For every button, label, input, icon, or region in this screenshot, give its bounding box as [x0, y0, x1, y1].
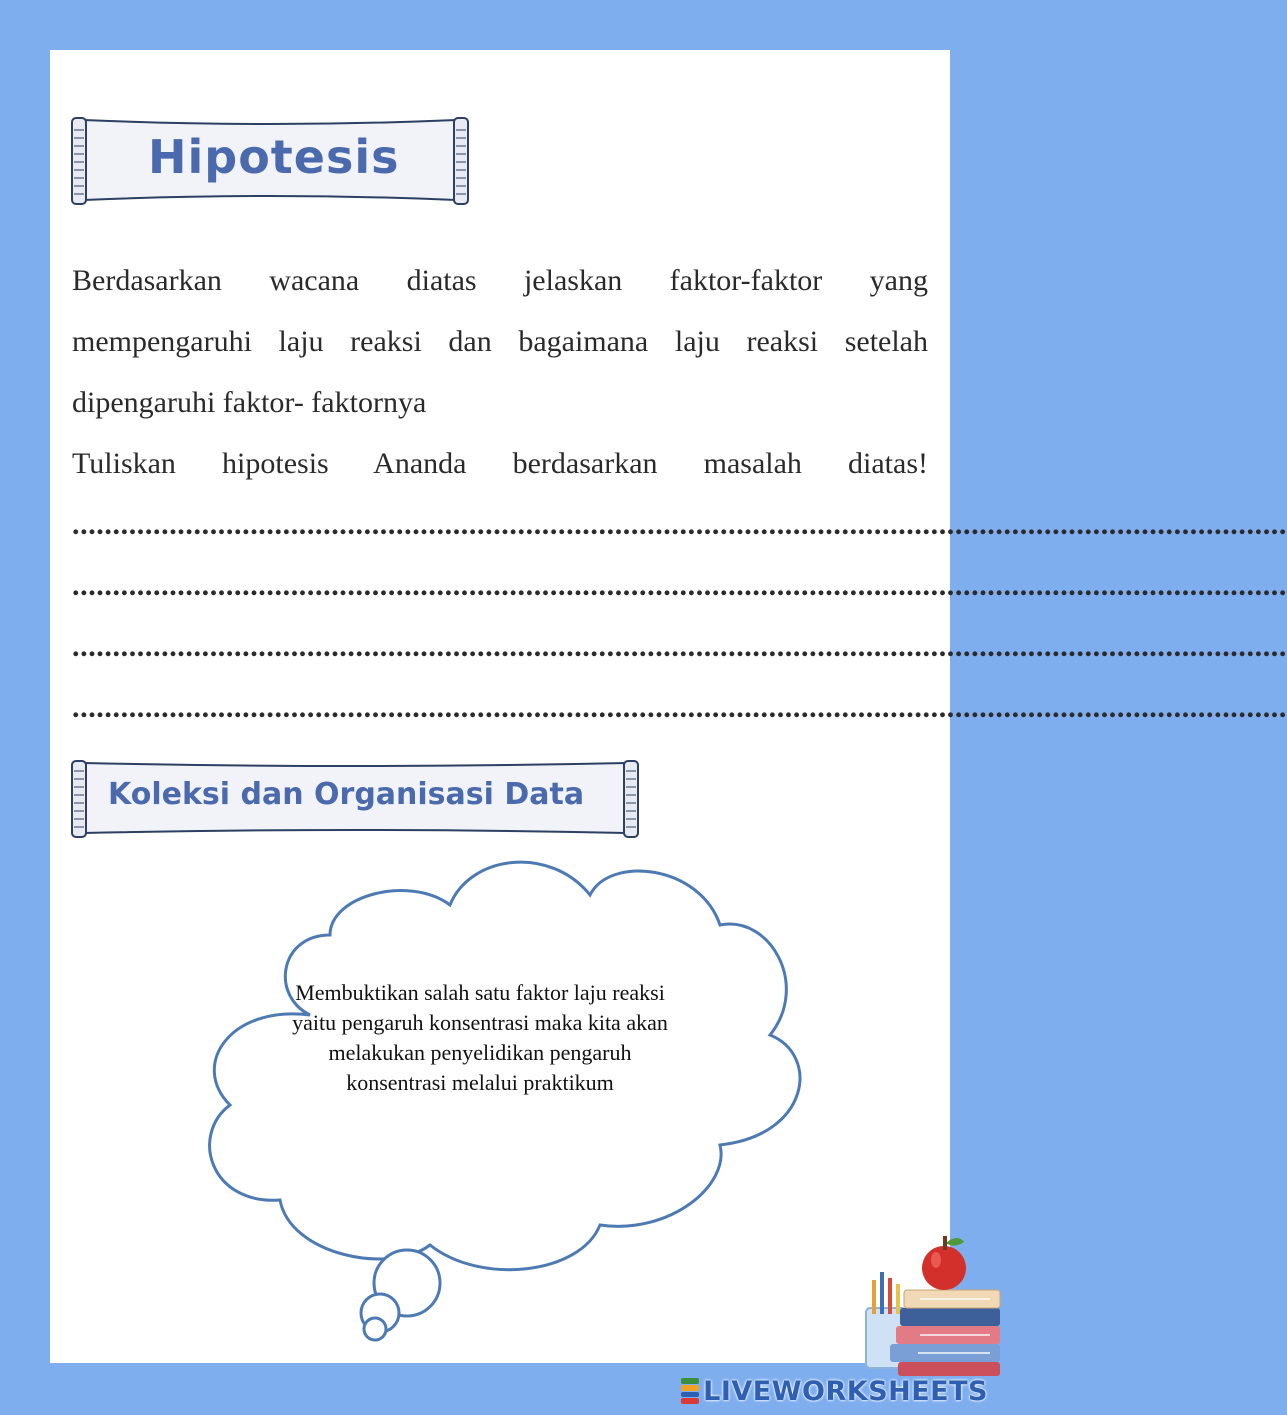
- instruction-text: Tuliskan hipotesis Ananda berdasarkan masalah diatas!: [72, 447, 928, 480]
- answer-line[interactable]: ......................................................................................................................................................: [72, 691, 1287, 724]
- hipotesis-banner: [70, 116, 470, 206]
- liveworksheets-brand[interactable]: [681, 1372, 988, 1410]
- worksheet-page: [50, 50, 1287, 1363]
- cloud-text: Membuktikan salah satu faktor laju reaksi yaitu pengaruh konsentrasi maka kita akan melakukan penyelidikan pengaruh konsentrasi melalui praktikum: [292, 980, 668, 1095]
- koleksi-title: Koleksi dan Organisasi Data: [108, 777, 585, 812]
- koleksi-banner: [70, 759, 640, 839]
- books-apple-pencils-icon: [860, 1228, 1000, 1378]
- answer-line[interactable]: ......................................................................................................................................................: [72, 569, 1287, 602]
- paragraph-line: dipengaruhi faktor- faktornya: [72, 386, 427, 419]
- paragraph-line: mempengaruhi laju reaksi dan bagaimana laju reaksi setelah: [72, 325, 928, 358]
- brand-name: LIVEWORKSHEETS: [703, 1375, 988, 1407]
- question-text: [72, 250, 1287, 738]
- answer-line[interactable]: ......................................................................................................................................................: [72, 508, 1287, 541]
- liveworksheets-logo-icon: [681, 1378, 699, 1404]
- hipotesis-title: Hipotesis: [148, 130, 400, 184]
- paragraph-line: Berdasarkan wacana diatas jelaskan faktor-faktor yang: [72, 264, 928, 297]
- answer-line[interactable]: ......................................................................................................................................................: [72, 630, 1287, 663]
